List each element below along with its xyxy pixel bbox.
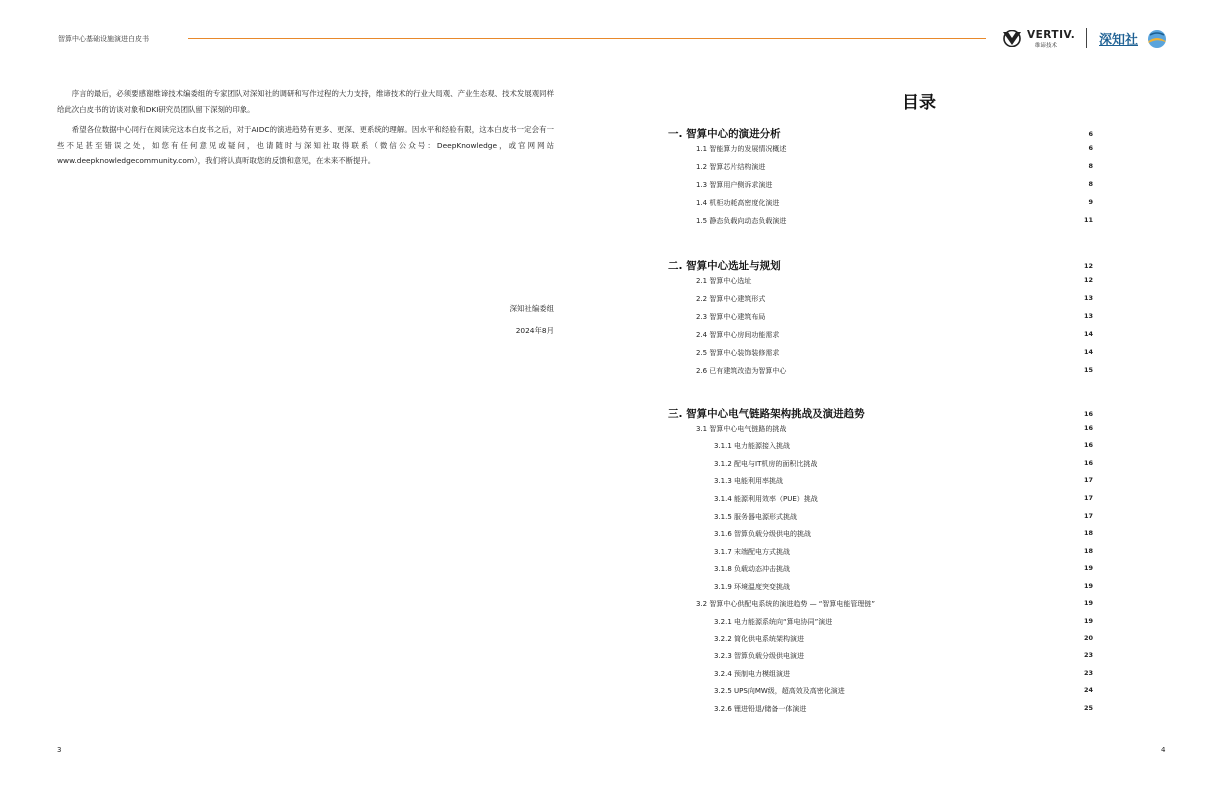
- toc-entry: [696, 162, 1093, 176]
- toc-entry-page: 19: [1083, 617, 1093, 625]
- toc-entry-label: 2.3 智算中心建筑布局: [696, 313, 766, 321]
- toc-entry-label: 3.1.3 电能利用率挑战: [714, 477, 784, 485]
- toc-entry: [714, 476, 1093, 490]
- toc-entry-label: 3.1.7 末端配电方式挑战: [714, 548, 791, 556]
- toc-entry-page: 8: [1088, 180, 1093, 188]
- publisher-logos: [1000, 26, 1170, 52]
- toc-entry: [696, 330, 1093, 344]
- logo-separator: [1086, 28, 1087, 48]
- toc-entry-page: 15: [1083, 366, 1093, 374]
- toc-entry-page: 14: [1083, 330, 1093, 338]
- toc-entry-page: 14: [1083, 348, 1093, 356]
- page-number-right: 4: [1161, 746, 1166, 754]
- toc-entry-label: 3.2.2 简化供电系统架构演进: [714, 635, 805, 643]
- toc-entry: [696, 312, 1093, 326]
- header-divider: [188, 38, 986, 39]
- toc-entry: [668, 126, 1093, 140]
- toc-entry-label: 1.5 静态负载向动态负载演进: [696, 217, 787, 225]
- toc-entry-page: 20: [1083, 634, 1093, 642]
- toc-entry: [696, 366, 1093, 380]
- toc-entry-label: 3.1.1 电力能源接入挑战: [714, 442, 791, 450]
- toc-entry: [714, 704, 1093, 718]
- toc-entry: [714, 494, 1093, 508]
- toc-entry: [696, 599, 1093, 613]
- preface-signature: 深知社编委组: [509, 304, 554, 313]
- toc-entry: [714, 547, 1093, 561]
- toc-entry: [696, 348, 1093, 362]
- toc-entry-page: 6: [1088, 130, 1093, 138]
- toc-entry-page: 9: [1088, 198, 1093, 206]
- toc-entry-label: 2.1 智算中心选址: [696, 277, 752, 285]
- toc-entry-label: 3.1.2 配电与IT机房的面积比挑战: [714, 460, 818, 468]
- vertiv-logo-text: VERTIV.: [1027, 29, 1076, 41]
- toc-entry-page: 8: [1088, 162, 1093, 170]
- preface-text: [57, 86, 554, 174]
- preface-paragraph: 序言的最后，必须要感谢维谛技术编委组的专家团队对深知社的调研和写作过程的大力支持，维谛技术的行业大局观、产业生态观、技术发展观同样给此次白皮书的访谈对象和DKI研究员团队留下深刻的印象。: [57, 89, 554, 114]
- toc-entry: [696, 294, 1093, 308]
- toc-entry-page: 13: [1083, 294, 1093, 302]
- preface-date: 2024年8月: [515, 326, 554, 335]
- toc-entry: [696, 144, 1093, 158]
- toc-entry: [668, 258, 1093, 272]
- toc-entry-label: 3.1.6 智算负载分级供电的挑战: [714, 530, 812, 538]
- toc-entry-label: 3.2.1 电力能源系统向“算电协同”演进: [714, 618, 833, 626]
- toc-entry-page: 19: [1083, 564, 1093, 572]
- toc-entry-page: 17: [1083, 512, 1093, 520]
- preface-paragraph: 希望各位数据中心同行在阅读完这本白皮书之后，对于AIDC的演进趋势有更多、更深、更系统的理解。因水平和经验有限，这本白皮书一定会有一些不足甚至错误之处，如您有任何意见或疑问，也请随时与深知社取得联系（微信公众号：DeepKnowledge，或官网网站www.deepknowledgecommunity.com），我们将认真听取您的反馈和意见，在未来不断提升。: [57, 125, 554, 165]
- toc-entry-page: 17: [1083, 494, 1093, 502]
- toc-entry: [714, 441, 1093, 455]
- toc-entry-label: 二. 智算中心选址与规划: [668, 260, 781, 272]
- toc-entry-page: 18: [1083, 547, 1093, 555]
- toc-entry-page: 17: [1083, 476, 1093, 484]
- toc-entry-label: 2.4 智算中心房间功能需求: [696, 331, 780, 339]
- vertiv-logo-icon: [1002, 30, 1022, 47]
- toc-entry-page: 12: [1083, 276, 1093, 284]
- toc-entry: [714, 529, 1093, 543]
- dki-logo-text: 深知社: [1099, 33, 1139, 48]
- toc-entry-page: 23: [1083, 651, 1093, 659]
- toc-entry: [714, 564, 1093, 578]
- toc-entry: [696, 216, 1093, 230]
- dki-globe-icon: [1147, 29, 1167, 49]
- toc-entry: [714, 651, 1093, 665]
- vertiv-logo-subtext: 维谛技术: [1035, 43, 1058, 49]
- toc-entry-label: 3.2.3 智算负载分级供电演进: [714, 652, 805, 660]
- toc-entry: [696, 276, 1093, 290]
- toc-entry-page: 19: [1083, 582, 1093, 590]
- page-number-left: 3: [57, 746, 62, 754]
- toc-entry: [714, 617, 1093, 631]
- toc-entry-page: 23: [1083, 669, 1093, 677]
- toc-entry-label: 一. 智算中心的演进分析: [668, 128, 781, 140]
- toc-entry-label: 3.1 智算中心电气链路的挑战: [696, 425, 787, 433]
- toc-entry-page: 18: [1083, 529, 1093, 537]
- toc-entry-label: 三. 智算中心电气链路架构挑战及演进趋势: [668, 408, 865, 420]
- toc-entry-label: 1.2 智算芯片结构演进: [696, 163, 766, 171]
- toc-entry-page: 25: [1083, 704, 1093, 712]
- toc-entry: [668, 406, 1093, 420]
- toc-entry: [714, 669, 1093, 683]
- toc-entry-page: 16: [1083, 410, 1093, 418]
- toc-entry: [714, 582, 1093, 596]
- toc-entry-label: 3.1.4 能源利用效率（PUE）挑战: [714, 495, 818, 503]
- toc-entry-label: 1.4 机柜功耗高密度化演进: [696, 199, 780, 207]
- toc-entry-label: 3.2.4 预制电力模组演进: [714, 670, 791, 678]
- toc-entry-page: 24: [1083, 686, 1093, 694]
- toc-entry: [696, 180, 1093, 194]
- toc-entry: [696, 198, 1093, 212]
- toc-entry-page: 16: [1083, 441, 1093, 449]
- toc-entry-label: 3.2.6 锂进铅退/储备一体演进: [714, 705, 807, 713]
- toc-entry-label: 1.1 智能算力的发展情况概述: [696, 145, 787, 153]
- toc-title: 目录: [902, 93, 936, 113]
- toc-entry-label: 2.5 智算中心装饰装修需求: [696, 349, 780, 357]
- toc-entry: [714, 512, 1093, 526]
- toc-entry-page: 12: [1083, 262, 1093, 270]
- toc-entry-page: 11: [1083, 216, 1093, 224]
- toc-entry-label: 3.1.8 负载动态冲击挑战: [714, 565, 791, 573]
- toc-entry-label: 3.1.5 服务器电源形式挑战: [714, 513, 798, 521]
- toc-entry: [714, 459, 1093, 473]
- toc-entry-page: 19: [1083, 599, 1093, 607]
- toc-entry-page: 16: [1083, 459, 1093, 467]
- toc-entry-page: 16: [1083, 424, 1093, 432]
- toc-entry-label: 3.2 智算中心供配电系统的演进趋势 — “智算电能管理链”: [696, 600, 876, 608]
- toc-entry-page: 6: [1088, 144, 1093, 152]
- toc-entry: [696, 424, 1093, 438]
- toc-entry-label: 2.6 已有建筑改造为智算中心: [696, 367, 787, 375]
- toc-entry-label: 3.2.5 UPS向MW级，超高效及高密化演进: [714, 687, 845, 695]
- toc-entry-label: 1.3 智算用户侧诉求演进: [696, 181, 773, 189]
- preface-signature-block: [510, 298, 554, 342]
- toc-entry: [714, 634, 1093, 648]
- toc-entry-page: 13: [1083, 312, 1093, 320]
- toc-entry: [714, 686, 1093, 700]
- toc-entry-label: 2.2 智算中心建筑形式: [696, 295, 766, 303]
- document-title: 智算中心基础设施演进白皮书: [58, 35, 149, 43]
- toc-entry-label: 3.1.9 环境温度突变挑战: [714, 583, 791, 591]
